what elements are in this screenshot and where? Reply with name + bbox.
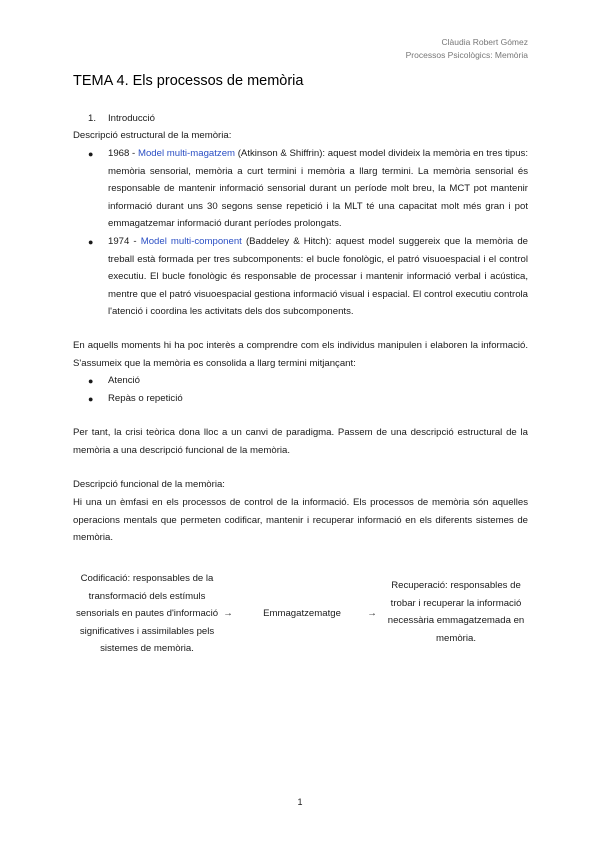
model-year: 1968 - bbox=[108, 148, 138, 159]
bullet-icon: ● bbox=[88, 394, 94, 404]
section-number: 1. bbox=[88, 113, 97, 124]
header-subject: Processos Psicològics: Memòria bbox=[405, 50, 528, 60]
page-header bbox=[406, 36, 528, 62]
list-item: Repàs o repetició bbox=[108, 393, 183, 404]
model-link[interactable]: Model multi-magatzem bbox=[137, 148, 236, 159]
page-number: 1 bbox=[297, 797, 303, 807]
flow-storage: Emmagatzematge bbox=[263, 608, 341, 619]
paragraph-moments: En aquells moments hi ha poc interès a comprendre com els individus manipulen i elaboren la informació. S'assumeix que la memòria es consolida a llarg termini mitjançant: bbox=[73, 340, 528, 369]
bullet-icon: ● bbox=[88, 149, 94, 159]
paragraph-crisis: Per tant, la crisi teòrica dona lloc a un canvi de paradigma. Passem de una descripció estructural de la memòria a una descripció funcional de la memòria. bbox=[73, 427, 528, 456]
model-description: (Baddeley & Hitch): aquest model suggereix que la memòria de treball està formada per tres subcomponents: el bucle fonològic, el patró visuoespacial i el control executiu. El bucle fonològic és responsable de processar i mantenir informació verbal i acústica, mentre que el patró visuoespacial gestiona informació visual i espacial. El control executiu controla l'atenció i coordina les activitats dels dos subcomponents. bbox=[108, 236, 529, 318]
flow-encoding: Codificació: responsables de la transformació dels estímuls sensorials en pautes d'informació significatives i assimilables pels sistemes de memòria. bbox=[75, 573, 219, 655]
bullet-icon: ● bbox=[88, 376, 94, 386]
arrow-right-icon: → bbox=[223, 608, 233, 619]
paragraph-functional: Hi una un èmfasi en els processos de control de la informació. Els processos de memòria són aquelles operacions mentals que permeten codificar, mantenir i recuperar informació en els diferents sistemes de memòria. bbox=[73, 497, 528, 544]
model-description: (Atkinson & Shiffrin): aquest model divideix la memòria en tres tipus: memòria sensorial, memòria a curt termini i memòria a llarg termini. La memòria sensorial és responsable de mantenir informació sensorial durant un període molt breu, la MCT pot mantenir informació durant uns 30 segons sense repetició i la MLT té una capacitat molt més gran i pot emmagatzemar informació durant períodes prolongats. bbox=[108, 148, 528, 230]
page-title: TEMA 4. Els processos de memòria bbox=[73, 73, 304, 89]
arrow-right-icon: → bbox=[367, 608, 377, 619]
functional-heading: Descripció funcional de la memòria: bbox=[73, 479, 225, 490]
model-link[interactable]: Model multi-component bbox=[140, 236, 242, 247]
header-author: Clàudia Robert Gómez bbox=[441, 37, 528, 47]
model-item bbox=[108, 145, 528, 233]
model-year: 1974 - bbox=[108, 236, 141, 247]
list-item: Atenció bbox=[108, 375, 140, 386]
flow-retrieval: Recuperació: responsables de trobar i recuperar la informació necessària emmagatzemada en memòria. bbox=[387, 580, 525, 644]
model-item bbox=[108, 233, 528, 321]
section-title: Introducció bbox=[108, 113, 155, 124]
structural-heading: Descripció estructural de la memòria: bbox=[73, 130, 232, 141]
bullet-icon: ● bbox=[88, 237, 94, 247]
